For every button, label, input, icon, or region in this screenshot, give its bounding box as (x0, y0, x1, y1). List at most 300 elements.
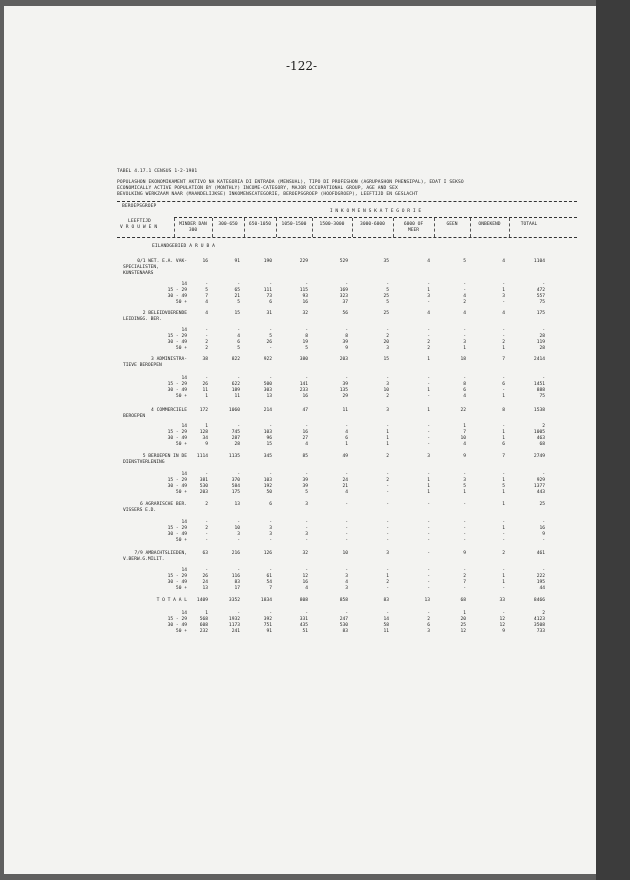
table-cell: - (205, 328, 208, 333)
table-cell: 3 (386, 551, 389, 556)
table-cell: 5 (502, 484, 505, 489)
table-cell: 7 (463, 430, 466, 435)
row-label: 15 - 29 (167, 617, 187, 622)
row-label: SPECIALISTEN, (123, 265, 159, 270)
table-cell: - (427, 334, 430, 339)
table-cell: 1060 (228, 408, 240, 413)
table-cell: 5 (237, 300, 240, 305)
table-cell: 4123 (533, 617, 545, 622)
table-cell: 85 (302, 454, 308, 459)
row-label: 15 - 29 (167, 430, 187, 435)
table-cell: 1 (463, 346, 466, 351)
row-label: 30 - 49 (167, 294, 187, 299)
table-cell: 83 (383, 598, 389, 603)
table-cell: 8 (502, 408, 505, 413)
table-cell: 39 (342, 340, 348, 345)
row-label: 30 - 49 (167, 580, 187, 585)
table-cell: - (427, 472, 430, 477)
table-cell: 1 (502, 502, 505, 507)
table-cell: 3 (345, 586, 348, 591)
row-label: 50 + (175, 538, 187, 543)
table-cell: - (305, 611, 308, 616)
table-cell: - (463, 472, 466, 477)
table-cell: 345 (263, 454, 272, 459)
table-cell: 39 (302, 478, 308, 483)
table-cell: 5 (386, 300, 389, 305)
row-label: 7/9 AMBACHTSLIEDEN, (134, 551, 187, 556)
column-divider (312, 218, 313, 237)
table-cell: - (305, 376, 308, 381)
table-cell: 15 (383, 357, 389, 362)
table-cell: 1 (205, 394, 208, 399)
table-cell: 11 (342, 408, 348, 413)
table-cell: 10 (383, 388, 389, 393)
table-cell: - (427, 376, 430, 381)
table-cell: - (205, 334, 208, 339)
table-cell: 24 (342, 478, 348, 483)
table-cell: 6 (502, 382, 505, 387)
table-cell: - (345, 520, 348, 525)
table-cell: 11 (383, 629, 389, 634)
table-cell: 2414 (533, 357, 545, 362)
table-cell: 530 (339, 623, 348, 628)
table-cell: 1 (502, 346, 505, 351)
table-cell: 135 (339, 388, 348, 393)
table-cell: 3 (427, 454, 430, 459)
header-rule-mid (174, 217, 577, 218)
table-cell: - (305, 424, 308, 429)
table-cell: - (463, 568, 466, 573)
table-cell: - (502, 520, 505, 525)
table-cell: - (345, 526, 348, 531)
table-cell: - (386, 490, 389, 495)
column-divider (212, 218, 213, 237)
table-cell: 1 (205, 611, 208, 616)
table-cell: - (386, 502, 389, 507)
table-cell: 608 (199, 623, 208, 628)
column-header: GEEN (446, 222, 458, 227)
table-cell: 32 (302, 311, 308, 316)
table-cell: 49 (342, 454, 348, 459)
table-cell: 44 (539, 586, 545, 591)
table-cell: - (269, 346, 272, 351)
table-cell: 169 (339, 288, 348, 293)
table-cell: - (502, 300, 505, 305)
table-cell: 392 (263, 617, 272, 622)
table-cell: 1 (502, 436, 505, 441)
table-cell: - (345, 282, 348, 287)
table-cell: 3508 (533, 623, 545, 628)
row-label: 14 (181, 568, 187, 573)
table-cell: 203 (199, 490, 208, 495)
table-cell: 6 (237, 340, 240, 345)
row-label: 5 BEROEPEN IN DE (142, 454, 187, 459)
table-cell: 2 (205, 502, 208, 507)
table-cell: - (502, 328, 505, 333)
table-cell: 1 (205, 424, 208, 429)
table-cell: 381 (199, 478, 208, 483)
table-cell: 435 (299, 623, 308, 628)
column-header: 1050-1500 (281, 222, 307, 227)
table-cell: - (237, 611, 240, 616)
table-cell: 9 (502, 629, 505, 634)
table-cell: 2 (205, 340, 208, 345)
table-cell: - (386, 538, 389, 543)
table-cell: - (305, 328, 308, 333)
table-cell: - (463, 288, 466, 293)
table-cell: 1377 (533, 484, 545, 489)
table-cell: 3 (427, 294, 430, 299)
table-cell: - (237, 424, 240, 429)
table-cell: 115 (299, 288, 308, 293)
table-cell: 3 (345, 574, 348, 579)
table-cell: 12 (302, 574, 308, 579)
table-cell: - (386, 282, 389, 287)
table-cell: 189 (231, 388, 240, 393)
table-cell: 14 (383, 617, 389, 622)
table-cell: 35 (383, 259, 389, 264)
table-cell: 51 (302, 629, 308, 634)
row-label: 15 - 29 (167, 382, 187, 387)
table-cell: 2 (502, 340, 505, 345)
row-label: 50 + (175, 346, 187, 351)
table-cell: 91 (266, 629, 272, 634)
table-cell: 216 (231, 551, 240, 556)
table-cell: - (386, 424, 389, 429)
row-label: 14 (181, 520, 187, 525)
table-cell: 9 (463, 551, 466, 556)
table-cell: 29 (342, 394, 348, 399)
table-row (117, 629, 577, 635)
table-cell: 3 (502, 294, 505, 299)
table-cell: - (542, 282, 545, 287)
table-cell: 2 (386, 334, 389, 339)
table-cell: 141 (299, 382, 308, 387)
table-cell: 63 (202, 551, 208, 556)
table-cell: 1451 (533, 382, 545, 387)
table-cell: 4 (463, 442, 466, 447)
stub-header-3: V R O U W E N (120, 225, 158, 230)
table-cell: 119 (536, 340, 545, 345)
table-cell: 47 (302, 408, 308, 413)
table-row (117, 271, 577, 277)
table-cell: 4 (427, 311, 430, 316)
table-cell: 2 (205, 346, 208, 351)
table-cell: - (269, 282, 272, 287)
table-cell: - (305, 472, 308, 477)
table-cell: 1 (502, 526, 505, 531)
row-label: 6 AGRARISCHE BER. (139, 502, 187, 507)
table-cell: 68 (460, 598, 466, 603)
table-cell: 4 (205, 300, 208, 305)
table-cell: 26 (202, 382, 208, 387)
column-divider (352, 218, 353, 237)
table-title: TABEL 4.17.1 CENSUS 1-2-1981 (117, 169, 198, 174)
table-cell: 568 (199, 617, 208, 622)
table-cell: 13 (202, 586, 208, 591)
table-subtitle-2: ECONOMICALLY ACTIVE POPULATION BY (MONTHLY) INCOME-CATEGORY, MAJOR OCCUPATIONAL GROUP, AGE AND SEX (117, 186, 398, 191)
table-cell: - (542, 376, 545, 381)
table-cell: - (345, 538, 348, 543)
row-label: 14 (181, 472, 187, 477)
table-cell: 247 (339, 617, 348, 622)
table-cell: 5 (463, 259, 466, 264)
table-cell: 26 (266, 340, 272, 345)
table-cell: 12 (499, 623, 505, 628)
table-cell: 1 (427, 484, 430, 489)
table-cell: 7 (502, 454, 505, 459)
row-label: 50 + (175, 442, 187, 447)
table-cell: - (502, 532, 505, 537)
table-cell: 3 (463, 478, 466, 483)
table-cell: 6 (502, 442, 505, 447)
table-cell: - (237, 568, 240, 573)
table-cell: 128 (199, 430, 208, 435)
scanned-page (4, 6, 610, 874)
row-label: 15 - 29 (167, 574, 187, 579)
table-cell: 2 (542, 424, 545, 429)
table-cell: 10 (460, 436, 466, 441)
row-label: 14 (181, 328, 187, 333)
table-cell: 1 (427, 357, 430, 362)
row-label: V.BERW.G.MILIT. (123, 557, 165, 562)
table-cell: 6 (345, 436, 348, 441)
table-cell: 61 (266, 574, 272, 579)
column-divider (174, 218, 175, 237)
table-cell: 16 (302, 430, 308, 435)
table-cell: - (542, 568, 545, 573)
table-cell: 6 (427, 623, 430, 628)
table-cell: - (205, 472, 208, 477)
table-cell: 103 (263, 430, 272, 435)
column-header: 3000-6000 (360, 222, 385, 227)
table-cell: 96 (266, 436, 272, 441)
table-cell: 5 (463, 484, 466, 489)
table-cell: - (542, 538, 545, 543)
table-cell: 1 (502, 430, 505, 435)
table-cell: - (542, 328, 545, 333)
table-cell: 33 (499, 598, 505, 603)
table-cell: 1 (386, 430, 389, 435)
table-row (117, 300, 577, 306)
table-cell: 3 (237, 532, 240, 537)
table-cell: 1005 (533, 430, 545, 435)
table-cell: - (205, 282, 208, 287)
table-cell: 1 (502, 288, 505, 293)
table-cell: - (463, 532, 466, 537)
table-cell: 922 (263, 357, 272, 362)
row-label: 0/1 WET. E.A. VAK- (137, 259, 187, 264)
table-cell: - (427, 430, 430, 435)
table-cell: 175 (231, 490, 240, 495)
table-cell: 5 (305, 346, 308, 351)
table-cell: 529 (339, 259, 348, 264)
table-cell: 28 (539, 346, 545, 351)
table-cell: - (427, 520, 430, 525)
table-cell: 175 (536, 311, 545, 316)
table-cell: 4 (237, 334, 240, 339)
table-cell: 888 (536, 388, 545, 393)
table-cell: 1 (427, 490, 430, 495)
table-subtitle-3: BEVOLKING WERKZAAM NAAR (MAANDELIJKSE) INKOMENSCATEGORIE, BEROEPSGROEP (HOOFDGROEP), LEEFTIJD EN GESLACHT (117, 192, 418, 197)
column-header: MINDER DAN (179, 222, 207, 227)
table-cell: - (502, 611, 505, 616)
table-cell: - (502, 586, 505, 591)
table-cell: - (386, 472, 389, 477)
table-cell: - (345, 424, 348, 429)
table-row (117, 442, 577, 448)
table-row (117, 586, 577, 592)
row-label: 50 + (175, 394, 187, 399)
table-cell: 5 (269, 334, 272, 339)
column-divider (244, 218, 245, 237)
table-cell: 500 (263, 382, 272, 387)
table-cell: - (427, 586, 430, 591)
table-cell: 4 (345, 430, 348, 435)
table-row (117, 598, 577, 604)
table-cell: 22 (460, 408, 466, 413)
table-cell: 1173 (228, 623, 240, 628)
table-cell: - (463, 586, 466, 591)
table-cell: 287 (231, 436, 240, 441)
row-label: 14 (181, 282, 187, 287)
table-cell: 929 (536, 478, 545, 483)
table-cell: 4 (427, 259, 430, 264)
row-label: 30 - 49 (167, 532, 187, 537)
table-cell: 4 (305, 442, 308, 447)
table-cell: - (542, 520, 545, 525)
table-cell: 34 (202, 436, 208, 441)
table-cell: - (386, 376, 389, 381)
span-header: I N K O M E N S K A T E G O R I E (329, 209, 422, 214)
table-cell: 2 (463, 574, 466, 579)
table-cell: 12 (499, 617, 505, 622)
table-cell: - (427, 532, 430, 537)
table-cell: - (502, 388, 505, 393)
table-cell: - (427, 611, 430, 616)
table-cell: 4 (463, 394, 466, 399)
table-cell: 3352 (228, 598, 240, 603)
table-cell: 331 (299, 617, 308, 622)
table-cell: 2 (427, 346, 430, 351)
table-cell: - (345, 568, 348, 573)
table-cell: - (205, 376, 208, 381)
table-cell: 380 (299, 357, 308, 362)
row-label: 50 + (175, 629, 187, 634)
column-header-line2: MEER (407, 228, 420, 233)
table-cell: 103 (263, 478, 272, 483)
table-row (117, 394, 577, 400)
table-cell: - (386, 611, 389, 616)
row-label: 30 - 49 (167, 340, 187, 345)
table-cell: 1 (502, 394, 505, 399)
column-header: ONBEKEND (478, 222, 501, 227)
table-cell: 4 (463, 311, 466, 316)
column-header: 650-1050 (248, 222, 272, 227)
table-cell: - (386, 532, 389, 537)
table-cell: 25 (383, 294, 389, 299)
row-label: 30 - 49 (167, 388, 187, 393)
table-cell: 461 (536, 551, 545, 556)
table-cell: 1 (427, 408, 430, 413)
table-cell: 2 (386, 580, 389, 585)
row-label: 4 COMMERCIELE (151, 408, 187, 413)
table-cell: 9 (205, 442, 208, 447)
table-cell: 1932 (228, 617, 240, 622)
table-cell: 39 (302, 484, 308, 489)
table-cell: 3 (305, 532, 308, 537)
table-cell: 8 (463, 382, 466, 387)
table-cell: - (345, 532, 348, 537)
table-cell: - (305, 282, 308, 287)
table-row (117, 460, 577, 466)
row-label: 50 + (175, 300, 187, 305)
table-cell: 203 (339, 357, 348, 362)
row-label: KUNSTENAARS (123, 271, 154, 276)
table-cell: 1 (502, 478, 505, 483)
table-cell: 28 (539, 334, 545, 339)
table-cell: - (463, 328, 466, 333)
table-cell: 751 (263, 623, 272, 628)
table-cell: - (269, 328, 272, 333)
table-cell: 1104 (533, 259, 545, 264)
table-cell: - (237, 376, 240, 381)
row-label: T O T A A L (156, 598, 187, 603)
column-header-line2: 300 (188, 228, 198, 233)
table-cell: - (386, 328, 389, 333)
table-cell: - (427, 282, 430, 287)
table-cell: 13 (234, 502, 240, 507)
table-cell: - (237, 472, 240, 477)
area-label: EILANDGEBIED A R U B A (152, 244, 216, 249)
table-cell: 12 (460, 629, 466, 634)
table-cell: 1135 (228, 454, 240, 459)
header-rule-top (117, 201, 577, 202)
table-cell: 1 (427, 388, 430, 393)
table-cell: - (305, 520, 308, 525)
page-number: -122- (286, 59, 318, 73)
table-cell: 4 (205, 311, 208, 316)
table-cell: 32 (302, 551, 308, 556)
table-cell: - (269, 520, 272, 525)
table-subtitle-1: POPULASHON EKONOMIKAMENT AKTIVO NA KATEGORIA DI ENTRADA (MENSUAL), TIPO DI PROFESHON (AGRUPASHON PHENSIPAL), EDAT I SEKSO (117, 180, 464, 185)
row-label: BEROEPEN (123, 414, 146, 419)
table-cell: - (386, 520, 389, 525)
table-cell: - (427, 442, 430, 447)
table-cell: 8 (345, 334, 348, 339)
row-label: 15 - 29 (167, 334, 187, 339)
table-cell: - (463, 282, 466, 287)
table-cell: 1 (463, 424, 466, 429)
table-cell: 7 (502, 357, 505, 362)
table-cell: 6 (463, 388, 466, 393)
table-cell: 1114 (196, 454, 208, 459)
table-cell: 13 (424, 598, 430, 603)
table-cell: - (305, 538, 308, 543)
table-cell: - (345, 472, 348, 477)
table-cell: - (427, 538, 430, 543)
table-cell: 557 (536, 294, 545, 299)
table-cell: - (502, 538, 505, 543)
row-label: 30 - 49 (167, 484, 187, 489)
table-cell: 16 (302, 300, 308, 305)
table-cell: 26 (202, 574, 208, 579)
table-cell: 6 (269, 502, 272, 507)
column-divider (434, 218, 435, 237)
row-label: 2 BELEIDVOERENDE (142, 311, 187, 316)
table-cell: 91 (234, 259, 240, 264)
table-cell: 2749 (533, 454, 545, 459)
